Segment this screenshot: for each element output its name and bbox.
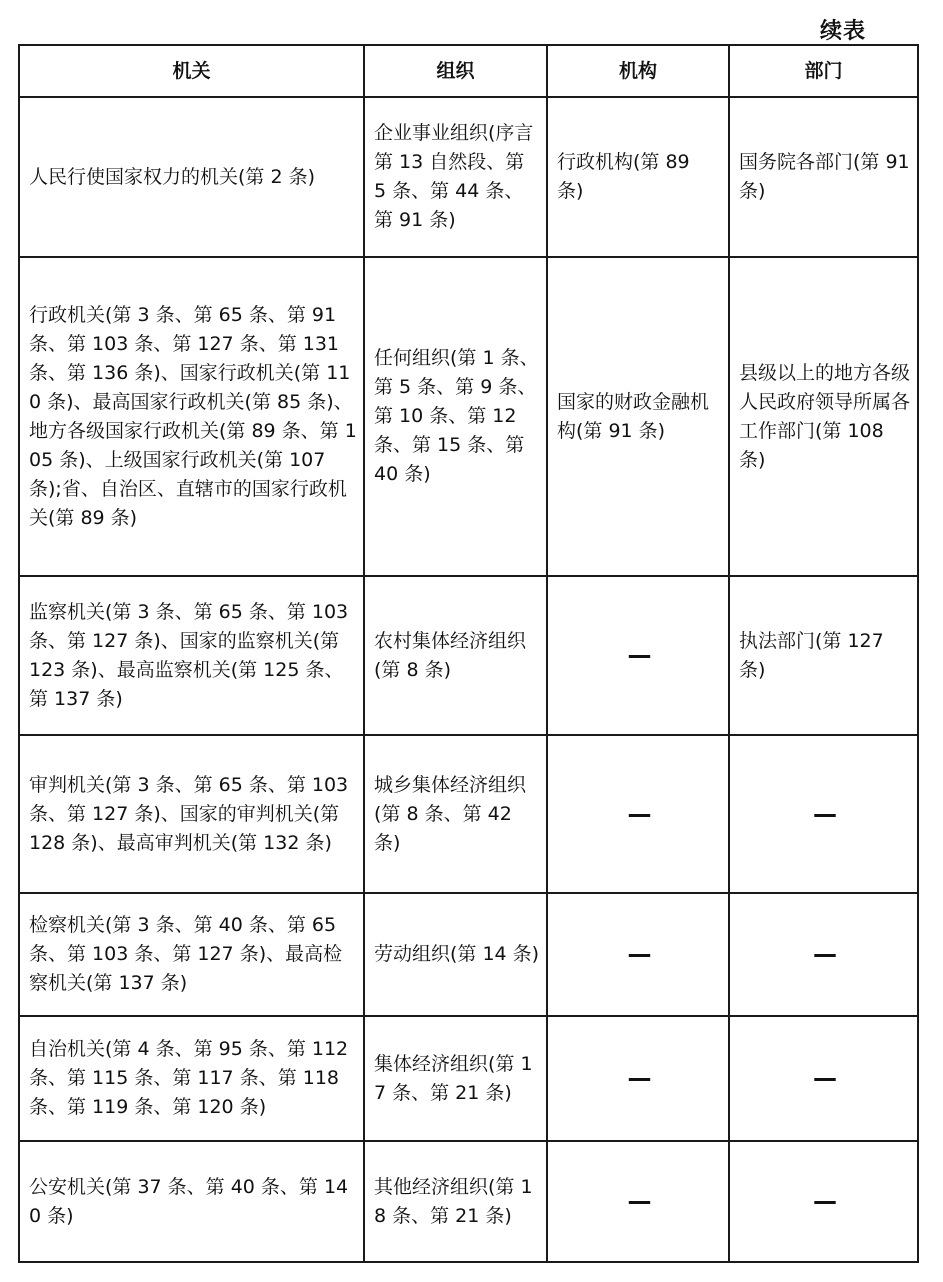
cell-jigou-empty: — [547,576,729,735]
cell-jiguan: 公安机关(第 37 条、第 40 条、第 140 条) [19,1141,364,1262]
cell-bumen: 执法部门(第 127 条) [729,576,918,735]
cell-jiguan: 行政机关(第 3 条、第 65 条、第 91 条、第 103 条、第 127 条、第 131 条、第 136 条)、国家行政机关(第 110 条)、最高国家行政机关(第 85 条)、地方各级国家行政机关(第 89 条、第 105 条)、上级国家行政机关(第 107 条);省、自治区、直辖市的国家行政机关(第 89 条) [19,257,364,576]
cell-zuzhi: 企业事业组织(序言第 13 自然段、第 5 条、第 44 条、第 91 条) [364,97,547,257]
cell-jigou-empty: — [547,1141,729,1262]
cell-jiguan: 自治机关(第 4 条、第 95 条、第 112 条、第 115 条、第 117 条、第 118 条、第 119 条、第 120 条) [19,1016,364,1141]
table-row [19,97,918,257]
table-row [19,735,918,893]
cell-zuzhi: 城乡集体经济组织(第 8 条、第 42 条) [364,735,547,893]
cell-zuzhi: 农村集体经济组织(第 8 条) [364,576,547,735]
table-row [19,1141,918,1262]
cell-bumen: 县级以上的地方各级人民政府领导所属各工作部门(第 108 条) [729,257,918,576]
cell-zuzhi: 集体经济组织(第 17 条、第 21 条) [364,1016,547,1141]
cell-jigou-empty: — [547,893,729,1016]
cell-jigou-empty: — [547,1016,729,1141]
cell-jigou: 行政机构(第 89 条) [547,97,729,257]
cell-zuzhi: 劳动组织(第 14 条) [364,893,547,1016]
table-row [19,257,918,576]
cell-bumen-empty: — [729,735,918,893]
header-row [19,45,918,97]
cell-zuzhi: 其他经济组织(第 18 条、第 21 条) [364,1141,547,1262]
cell-jigou: 国家的财政金融机构(第 91 条) [547,257,729,576]
header-zuzhi: 组织 [364,45,547,97]
header-bumen: 部门 [729,45,918,97]
cell-bumen-empty: — [729,1141,918,1262]
header-jigou: 机构 [547,45,729,97]
cell-bumen: 国务院各部门(第 91 条) [729,97,918,257]
cell-jiguan: 审判机关(第 3 条、第 65 条、第 103 条、第 127 条)、国家的审判机关(第 128 条)、最高审判机关(第 132 条) [19,735,364,893]
table-row [19,893,918,1016]
cell-bumen-empty: — [729,893,918,1016]
cell-jigou-empty: — [547,735,729,893]
header-jiguan: 机关 [19,45,364,97]
cell-jiguan: 监察机关(第 3 条、第 65 条、第 103 条、第 127 条)、国家的监察机关(第 123 条)、最高监察机关(第 125 条、第 137 条) [19,576,364,735]
table-body [19,97,918,1262]
cell-bumen-empty: — [729,1016,918,1141]
table-row [19,1016,918,1141]
cell-zuzhi: 任何组织(第 1 条、第 5 条、第 9 条、第 10 条、第 12 条、第 15 条、第 40 条) [364,257,547,576]
table-row [19,576,918,735]
table-continuation-caption: 续表 [820,19,867,44]
cell-jiguan: 人民行使国家权力的机关(第 2 条) [19,97,364,257]
terms-table [18,44,919,1263]
cell-jiguan: 检察机关(第 3 条、第 40 条、第 65 条、第 103 条、第 127 条)、最高检察机关(第 137 条) [19,893,364,1016]
table-header [19,45,918,97]
